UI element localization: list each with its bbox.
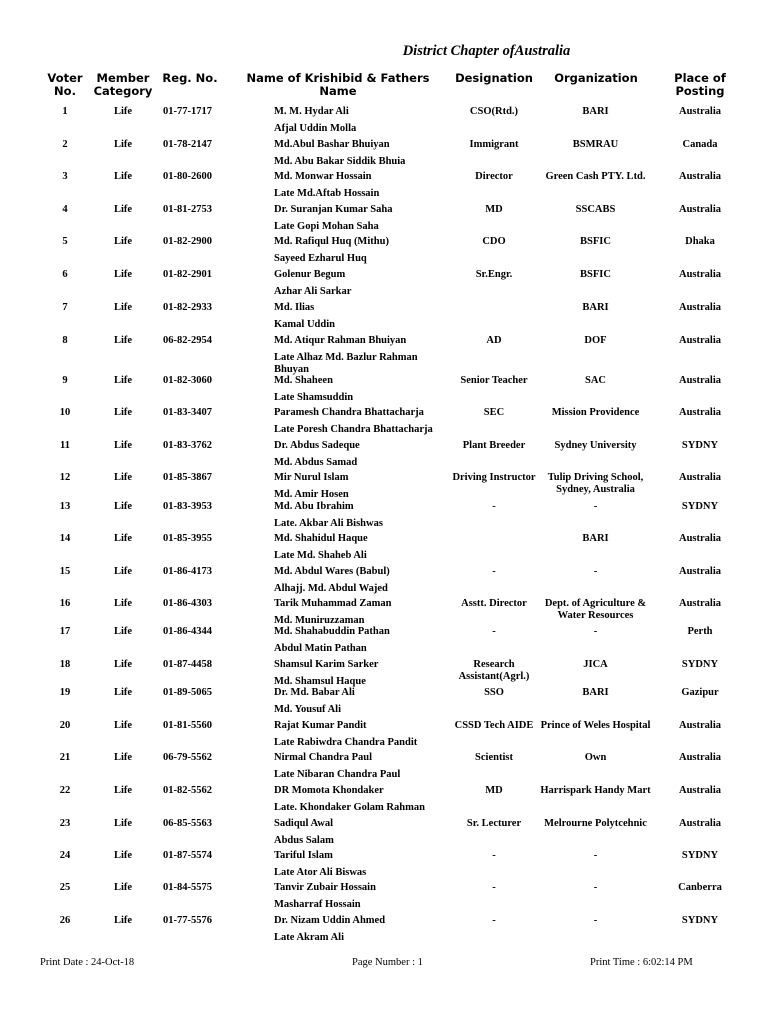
reg-no-cell: 01-85-3867 [163,472,212,483]
father-name-cell: Md. Shamsul Haque [274,676,366,687]
voter-no-cell: 7 [62,302,68,313]
designation-cell: MD [485,785,503,796]
name-cell: Md. Shaheen [274,375,333,386]
reg-no-cell: 01-84-5575 [163,882,212,893]
organization-cell: DOF [584,335,607,346]
member-category-cell: Life [113,687,133,698]
designation-cell: SSO [484,687,504,698]
member-category-cell: Life [113,850,133,861]
father-name-cell: Masharraf Hossain [274,899,361,910]
reg-no-cell: 01-77-1717 [163,106,212,117]
name-cell: Md.Abul Bashar Bhuiyan [274,139,390,150]
father-name-cell: Late Md.Aftab Hossain [274,188,380,199]
voter-no-cell: 24 [59,850,71,861]
name-cell: Tarik Muhammad Zaman [274,598,392,609]
voter-no-cell: 16 [59,598,71,609]
voter-no-cell: 15 [59,566,71,577]
father-name-cell: Md. Muniruzzaman [274,615,365,626]
name-cell: Paramesh Chandra Bhattacharja [274,407,424,418]
name-cell: Tariful Islam [274,850,333,861]
header-name: Name of Krishibid & Fathers Name [246,71,430,98]
organization-cell: SAC [584,375,606,386]
designation-cell: Immigrant [469,139,519,150]
member-category-cell: Life [113,269,133,280]
name-cell: Dr. Abdus Sadeque [274,440,360,451]
place-cell: SYDNY [681,501,719,512]
designation-cell: - [492,915,496,926]
father-name-cell: Azhar Ali Sarkar [274,286,352,297]
reg-no-cell: 01-87-4458 [163,659,212,670]
voter-no-cell: 10 [59,407,71,418]
place-cell: Australia [679,407,721,418]
father-name-cell: Sayeed Ezharul Huq [274,253,367,264]
father-name-cell: Abdus Salam [274,835,334,846]
organization-cell: BSFIC [580,236,611,247]
reg-no-cell: 01-81-2753 [163,204,212,215]
designation-cell: Director [475,171,513,182]
father-name-cell: Kamal Uddin [274,319,335,330]
organization-cell: BARI [582,687,609,698]
voter-no-cell: 12 [59,472,71,483]
designation-cell: Plant Breeder [462,440,526,451]
reg-no-cell: 06-82-2954 [163,335,212,346]
voter-no-cell: 1 [62,106,68,117]
father-name-cell: Md. Amir Hosen [274,489,349,500]
organization-cell: Prince of Weles Hospital [540,720,651,731]
reg-no-cell: 01-80-2600 [163,171,212,182]
designation-cell: CSSD Tech AIDE [454,720,534,731]
member-category-cell: Life [113,882,133,893]
name-cell: DR Momota Khondaker [274,785,384,796]
voter-no-cell: 22 [59,785,71,796]
name-cell: Md. Shahabuddin Pathan [274,626,390,637]
name-cell: Dr. Md. Babar Ali [274,687,355,698]
voter-no-cell: 17 [59,626,71,637]
name-cell: Mir Nurul Islam [274,472,349,483]
header-reg-no: Reg. No. [162,71,218,85]
designation-cell: Asstt. Director [461,598,527,609]
father-name-cell: Late Ator Ali Biswas [274,867,367,878]
member-category-cell: Life [113,752,133,763]
place-cell: Australia [679,566,721,577]
place-cell: Australia [679,335,721,346]
place-cell: SYDNY [681,659,719,670]
organization-cell: JICA [583,659,608,670]
place-cell: Gazipur [681,687,719,698]
place-cell: Australia [679,752,721,763]
organization-cell: SSCABS [575,204,616,215]
reg-no-cell: 01-86-4173 [163,566,212,577]
organization-cell: - [593,850,598,861]
reg-no-cell: 01-83-3407 [163,407,212,418]
father-name-cell: Md. Abu Bakar Siddik Bhuia [274,156,406,167]
header-designation: Designation [455,71,533,85]
father-name-cell: Late. Akbar Ali Bishwas [274,518,383,529]
place-cell: Perth [687,626,713,637]
member-category-cell: Life [113,440,133,451]
place-cell: Australia [679,472,721,483]
designation-cell: AD [486,335,502,346]
place-cell: Canberra [678,882,722,893]
name-cell: Md. Abu Ibrahim [274,501,354,512]
reg-no-cell: 06-79-5562 [163,752,212,763]
place-cell: Australia [679,171,721,182]
reg-no-cell: 01-82-3060 [163,375,212,386]
name-cell: Md. Shahidul Haque [274,533,368,544]
place-cell: SYDNY [681,850,719,861]
organization-cell: BSMRAU [572,139,619,150]
reg-no-cell: 01-82-2933 [163,302,212,313]
voter-no-cell: 18 [59,659,71,670]
voter-no-cell: 11 [60,440,70,451]
voter-no-cell: 23 [59,818,71,829]
father-name-cell: Alhajj. Md. Abdul Wajed [274,583,388,594]
father-name-cell: Md. Yousuf Ali [274,704,342,715]
father-name-cell: Late Md. Shaheb Ali [274,550,367,561]
father-name-cell: Late Rabiwdra Chandra Pandit [274,737,418,748]
name-cell: Golenur Begum [274,269,346,280]
organization-cell: - [593,626,598,637]
header-organization: Organization [554,71,638,85]
father-name-cell: Late Akram Ali [274,932,344,943]
print-date: Print Date : 24-Oct-18 [40,957,135,968]
page-number: Page Number : 1 [352,957,423,968]
voter-no-cell: 20 [59,720,71,731]
member-category-cell: Life [113,566,133,577]
member-category-cell: Life [113,720,133,731]
designation-cell: - [492,566,496,577]
voter-no-cell: 6 [62,269,68,280]
reg-no-cell: 01-86-4303 [163,598,212,609]
voter-no-cell: 2 [62,139,68,150]
organization-cell: Melrourne Polytcehnic [544,818,647,829]
place-cell: Australia [679,106,721,117]
designation-cell: Sr. Lecturer [466,818,522,829]
place-cell: SYDNY [681,915,719,926]
member-category-cell: Life [113,204,133,215]
member-category-cell: Life [113,472,133,483]
name-cell: Tanvir Zubair Hossain [274,882,376,893]
organization-cell: BSFIC [580,269,611,280]
designation-cell: Senior Teacher [460,375,528,386]
place-cell: Australia [679,818,721,829]
header-place: Place of Posting [674,71,726,98]
member-category-cell: Life [113,598,133,609]
member-category-cell: Life [113,335,133,346]
designation-cell: - [492,501,496,512]
place-cell: Canada [682,139,718,150]
voter-no-cell: 21 [59,752,71,763]
member-category-cell: Life [113,533,133,544]
place-cell: Australia [679,204,721,215]
organization-cell: - [593,882,598,893]
organization-cell: Own [584,752,607,763]
organization-cell: - [593,915,598,926]
place-cell: Australia [679,533,721,544]
name-cell: Nirmal Chandra Paul [274,752,373,763]
organization-cell: Green Cash PTY. Ltd. [545,171,646,182]
designation-cell: CDO [482,236,506,247]
member-category-cell: Life [113,171,133,182]
father-name-cell: Late Gopi Mohan Saha [274,221,379,232]
member-category-cell: Life [113,818,133,829]
designation-cell: - [492,882,496,893]
reg-no-cell: 01-86-4344 [163,626,212,637]
reg-no-cell: 01-82-2900 [163,236,212,247]
place-cell: Australia [679,375,721,386]
name-cell: Md. Monwar Hossain [274,171,372,182]
voter-no-cell: 14 [59,533,71,544]
member-category-cell: Life [113,236,133,247]
member-category-cell: Life [113,375,133,386]
reg-no-cell: 01-83-3762 [163,440,212,451]
voter-no-cell: 26 [59,915,71,926]
place-cell: Australia [679,302,721,313]
voter-no-cell: 8 [62,335,68,346]
father-name-cell: Abdul Matin Pathan [274,643,367,654]
member-category-cell: Life [113,915,133,926]
organization-cell: BARI [582,302,609,313]
reg-no-cell: 01-81-5560 [163,720,212,731]
name-cell: Md. Atiqur Rahman Bhuiyan [274,335,407,346]
father-name-cell: Late. Khondaker Golam Rahman [274,802,425,813]
father-name-cell: Late Shamsuddin [274,392,354,403]
name-cell: Md. Rafiqul Huq (Mithu) [274,236,389,247]
place-cell: Australia [679,720,721,731]
voter-no-cell: 3 [62,171,68,182]
organization-cell: Mission Providence [551,407,640,418]
member-category-cell: Life [113,407,133,418]
member-category-cell: Life [113,785,133,796]
print-time: Print Time : 6:02:14 PM [590,957,693,968]
reg-no-cell: 01-83-3953 [163,501,212,512]
name-cell: Shamsul Karim Sarker [274,659,379,670]
designation-cell: CSO(Rtd.) [469,106,519,117]
father-name-cell: Afjal Uddin Molla [274,123,357,134]
organization-cell: Tulip Driving School, Sydney, Australia [547,472,644,495]
reg-no-cell: 01-85-3955 [163,533,212,544]
reg-no-cell: 01-78-2147 [163,139,212,150]
organization-cell: BARI [582,533,609,544]
header-voter-no: Voter No. [47,71,83,98]
place-cell: Australia [679,598,721,609]
organization-cell: Harrispark Handy Mart [540,785,651,796]
name-cell: Dr. Nizam Uddin Ahmed [274,915,386,926]
member-category-cell: Life [113,302,133,313]
father-name-cell: Late Poresh Chandra Bhattacharja [274,424,433,435]
organization-cell: Dept. of Agriculture & Water Resources [544,598,647,621]
designation-cell: Research Assistant(Agrl.) [458,659,530,682]
member-category-cell: Life [113,501,133,512]
designation-cell: Scientist [475,752,513,763]
name-cell: Dr. Suranjan Kumar Saha [274,204,393,215]
designation-cell: - [492,850,496,861]
designation-cell: Sr.Engr. [475,269,513,280]
father-name-cell: Md. Abdus Samad [274,457,358,468]
reg-no-cell: 06-85-5563 [163,818,212,829]
designation-cell: - [492,626,496,637]
name-cell: M. M. Hydar Ali [274,106,349,117]
father-name-cell: Late Nibaran Chandra Paul [274,769,401,780]
name-cell: Sadiqul Awal [274,818,334,829]
member-category-cell: Life [113,659,133,670]
designation-cell: SEC [483,407,505,418]
place-cell: SYDNY [681,440,719,451]
voter-no-cell: 5 [62,236,68,247]
organization-cell: - [593,566,598,577]
organization-cell: Sydney University [554,440,637,451]
reg-no-cell: 01-77-5576 [163,915,212,926]
header-member-category: Member Category [93,71,153,98]
place-cell: Australia [679,785,721,796]
reg-no-cell: 01-87-5574 [163,850,212,861]
reg-no-cell: 01-82-5562 [163,785,212,796]
page-title: District Chapter ofAustralia [402,43,571,59]
name-cell: Md. Ilias [274,302,315,313]
voter-no-cell: 13 [59,501,71,512]
organization-cell: - [593,501,598,512]
designation-cell: MD [485,204,503,215]
place-cell: Dhaka [685,236,715,247]
voter-no-cell: 4 [62,204,68,215]
place-cell: Australia [679,269,721,280]
voter-no-cell: 9 [62,375,68,386]
voter-no-cell: 19 [59,687,71,698]
designation-cell: Driving Instructor [452,472,536,483]
father-name-cell: Late Alhaz Md. Bazlur Rahman Bhuyan [274,352,418,375]
organization-cell: BARI [582,106,609,117]
name-cell: Rajat Kumar Pandit [274,720,367,731]
member-category-cell: Life [113,106,133,117]
name-cell: Md. Abdul Wares (Babul) [274,566,390,577]
voter-no-cell: 25 [59,882,71,893]
member-category-cell: Life [113,626,133,637]
reg-no-cell: 01-82-2901 [163,269,212,280]
member-category-cell: Life [113,139,133,150]
reg-no-cell: 01-89-5065 [163,687,212,698]
